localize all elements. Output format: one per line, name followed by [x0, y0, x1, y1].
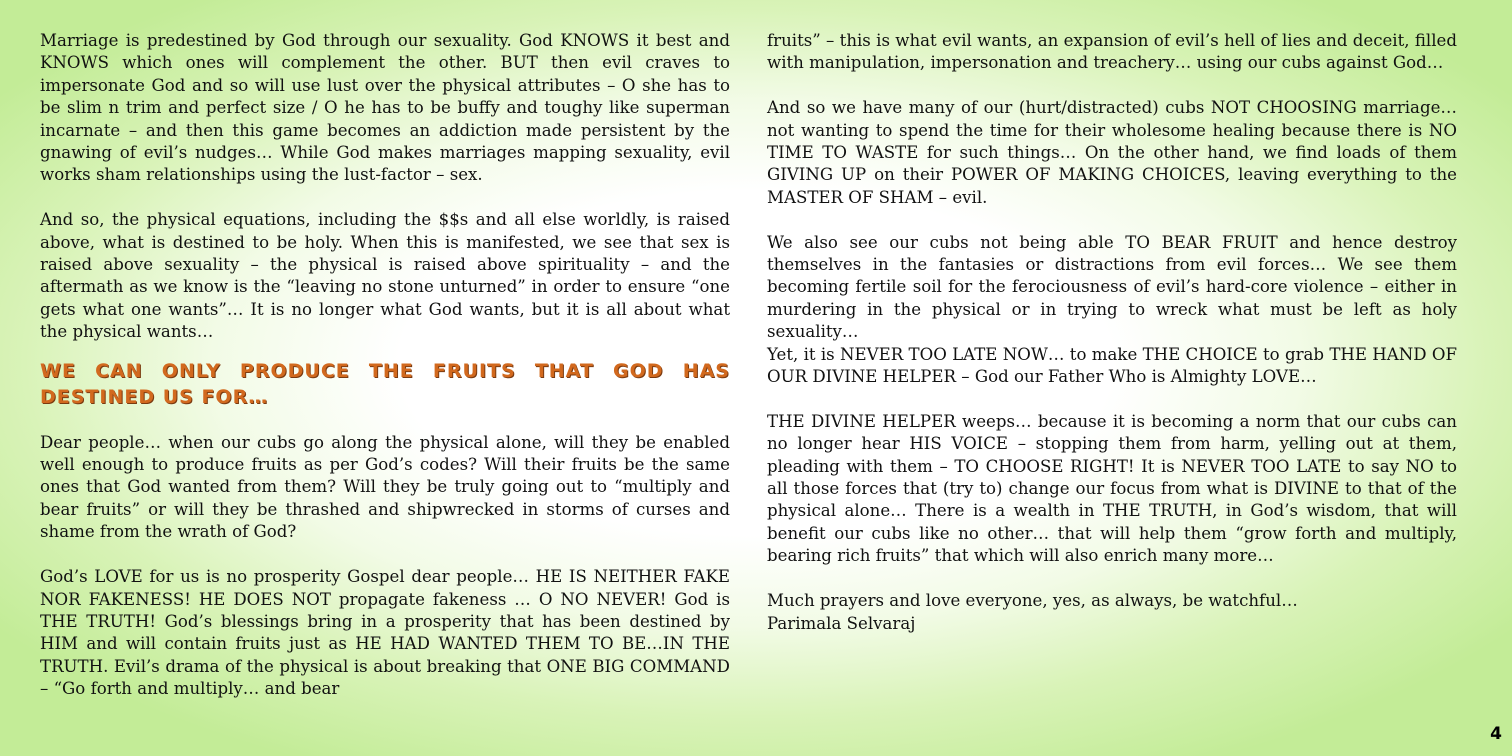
paragraph-marriage: Marriage is predestined by God through our sexuality. God KNOWS it best and KNOWS which ones will complement the other. BUT then evil craves to impersonate God and so will use lust over the physical attributes – O she has to be slim n trim and perfect size / O he has to be buffy and toughy like superman incarnate – and then this game becomes an addiction made persistent by the gnawing of evil’s nudges… While God makes marriages mapping sexuality, evil works sham relationships using the lust-factor – sex.: [40, 31, 730, 185]
left-column: [40, 30, 730, 701]
section-heading: WE CAN ONLY PRODUCE THE FRUITS THAT GOD HAS DESTINED US FOR…: [40, 359, 730, 408]
paragraph-fruits: fruits” – this is what evil wants, an expansion of evil’s hell of lies and deceit, filled with manipulation, impersonation and treachery… using our cubs against God…: [767, 31, 1457, 73]
paragraph-divine-helper: THE DIVINE HELPER weeps… because it is becoming a norm that our cubs can no longer hear HIS VOICE – stopping them from harm, yelling out at them, pleading with them – TO CHOOSE RIGHT! It is NEVER TOO LATE to say NO to all those forces that (try to) change our focus from what is DIVINE to that of the physical alone… There is a wealth in THE TRUTH, in God’s wisdom, that will benefit our cubs like no other… that will help them “grow forth and multiply, bearing rich fruits” that which will also enrich many more…: [767, 411, 1457, 566]
paragraph-closing: Much prayers and love everyone, yes, as always, be watchful…: [767, 591, 1298, 611]
paragraph-not-choosing: And so we have many of our (hurt/distracted) cubs NOT CHOOSING marriage… not wanting to spend the time for their wholesome healing because there is NO TIME TO WASTE for such things… On the other hand, we find loads of them GIVING UP on their POWER OF MAKING CHOICES, leaving everything to the MASTER OF SHAM – evil.: [767, 98, 1457, 207]
paragraph-physical-equations: And so, the physical equations, including the $$s and all else worldly, is raised above, what is destined to be holy. When this is manifested, we see that sex is raised above sexuality – the physical is raised above spirituality – and the aftermath as we know is the “leaving no stone unturned” in order to ensure “one gets what one wants”… It is no longer what God wants, but it is all about what the physical wants…: [40, 210, 730, 342]
right-column: [767, 30, 1457, 635]
paragraph-gods-love: God’s LOVE for us is no prosperity Gospel dear people… HE IS NEITHER FAKE NOR FAKENESS! HE DOES NOT propagate fakeness … O NO NEVER! God is THE TRUTH! God’s blessings bring in a prosperity that has been destined by HIM and will contain fruits just as HE HAD WANTED THEM TO BE…IN THE TRUTH. Evil’s drama of the physical is about breaking that ONE BIG COMMAND – “Go forth and multiply… and bear: [40, 567, 730, 699]
paragraph-bear-fruit: We also see our cubs not being able TO BEAR FRUIT and hence destroy themselves in the fantasies or distractions from evil forces… We see them becoming fertile soil for the ferociousness of evil’s hard-core violence – either in murdering in the physical or in trying to wreck what must be left as holy sexuality…: [767, 232, 1457, 342]
page-number: 4: [1490, 724, 1502, 744]
signature: Parimala Selvaraj: [767, 613, 916, 633]
paragraph-dear-people: Dear people… when our cubs go along the physical alone, will they be enabled well enough to produce fruits as per God’s codes? Will their fruits be the same ones that God wanted from them? Will they be truly going out to “multiply and bear fruits” or will they be thrashed and shipwrecked in storms of curses and shame from the wrath of God?: [40, 432, 730, 542]
paragraph-never-too-late: Yet, it is NEVER TOO LATE NOW… to make THE CHOICE to grab THE HAND OF OUR DIVINE HELPER – God our Father Who is Almighty LOVE…: [767, 344, 1457, 387]
